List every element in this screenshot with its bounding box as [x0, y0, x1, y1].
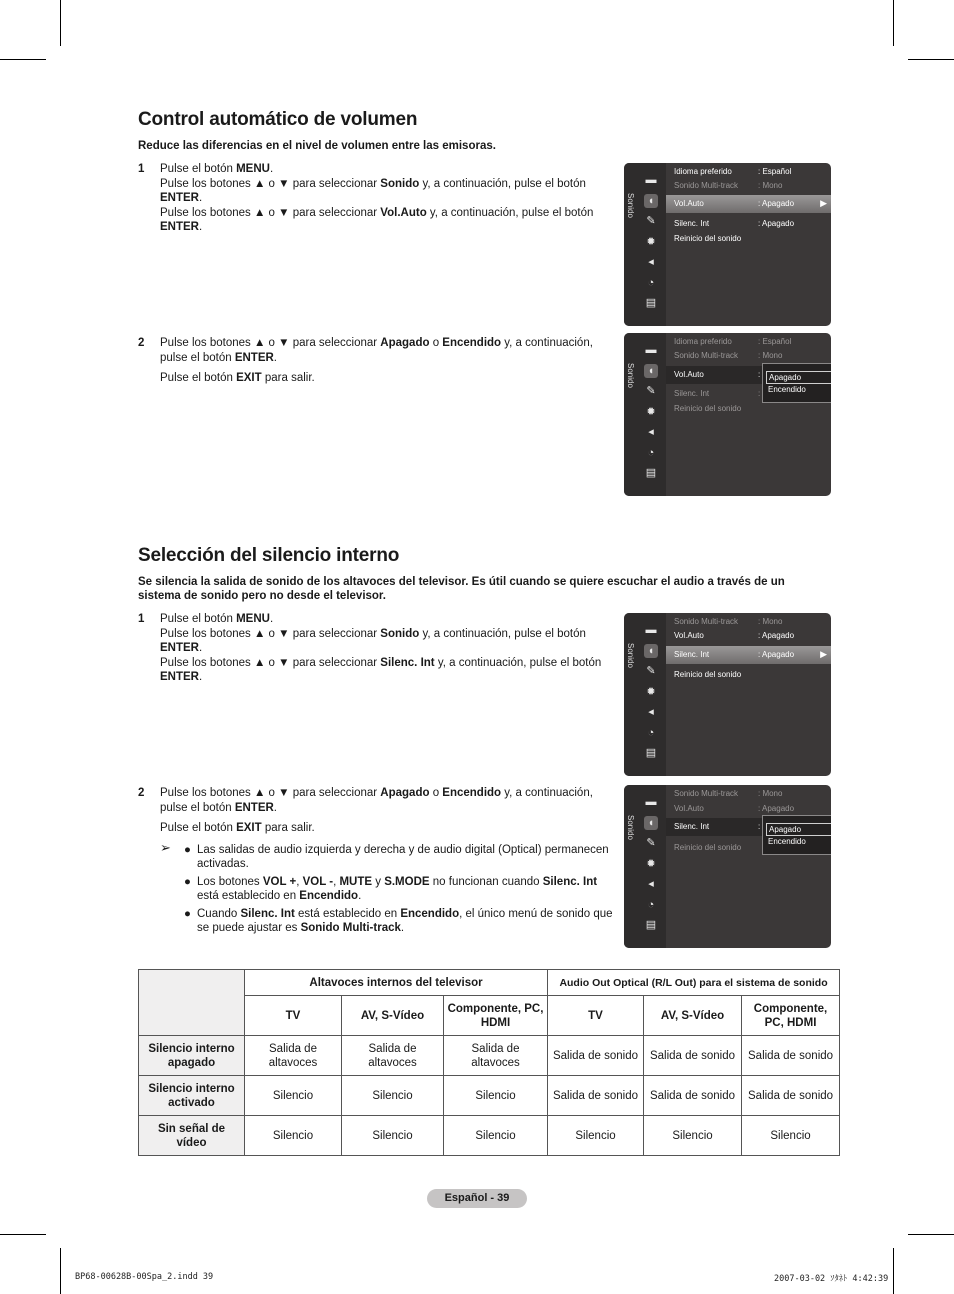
row-header: Silencio interno activado [139, 1076, 245, 1116]
support-icon[interactable]: ▤ [645, 467, 657, 479]
arrow-right-icon: ▶ [820, 649, 827, 659]
section1-title: Control automático de volumen [138, 109, 418, 130]
column-header: Componente, PC, HDMI [444, 996, 548, 1036]
arrow-right-icon: ▶ [820, 198, 827, 208]
picture-icon[interactable]: ▬ [645, 796, 657, 808]
table-row [139, 1076, 840, 1116]
channel-icon[interactable]: ✎ [646, 837, 656, 849]
sound-icon[interactable]: ◖ [644, 194, 658, 208]
picture-icon[interactable]: ▬ [645, 174, 657, 186]
print-info-right: 2007-03-02 ｿﾀﾈﾄ 4:42:39 [774, 1274, 889, 1284]
menu-row-vol-auto[interactable]: Vol.Auto : Apagado [674, 631, 795, 640]
table-corner [139, 970, 245, 1036]
output-behaviour-table [138, 969, 840, 1156]
option-on[interactable]: Encendido [768, 837, 806, 846]
input-icon[interactable]: ◂ [648, 706, 654, 718]
table-cell: Silencio [742, 1116, 840, 1156]
section1-intro: Reduce las diferencias en el nivel de volumen entre las emisoras. [138, 140, 496, 152]
section2-step2: 2 Pulse los botones ▲ o ▼ para seleccionar Apagado o Encendido y, a continuación, pulse el botón ENTER. Pulse el botón EXIT para salir. [138, 787, 593, 834]
support-icon[interactable]: ▤ [645, 297, 657, 309]
table-cell: Salida de sonido [644, 1036, 742, 1076]
input-icon[interactable]: ◂ [648, 256, 654, 268]
step-number: 2 [138, 337, 145, 349]
table-cell: Salida de altavoces [245, 1036, 342, 1076]
section1-step2: 2 Pulse los botones ▲ o ▼ para seleccionar Apagado o Encendido y, a continuación, pulse el botón ENTER. Pulse el botón EXIT para salir. [138, 337, 593, 384]
sound-icon[interactable]: ◖ [644, 816, 658, 830]
row-header: Silencio interno apagado [139, 1036, 245, 1076]
step-number: 2 [138, 787, 145, 799]
column-header: TV [245, 996, 342, 1036]
table-cell: Salida de altavoces [444, 1036, 548, 1076]
section1-step1: 1 Pulse el botón MENU. Pulse los botones ▲ o ▼ para seleccionar Sonido y, a continuación, pulse el botón ENTER. Pulse los botones ▲ o ▼ para seleccionar Vol.Auto y, a continuación, pulse el botón ENTER. [138, 163, 594, 233]
menu-row-multitrack[interactable]: Sonido Multi-track : Mono [674, 789, 783, 798]
menu-row-sound-reset[interactable]: Reinicio del sonido [674, 234, 742, 243]
option-off[interactable]: Apagado [766, 371, 831, 384]
application-icon[interactable]: ◔ [647, 276, 655, 289]
row-header: Sin señal de vídeo [139, 1116, 245, 1156]
table-cell: Silencio [342, 1076, 444, 1116]
note-arrow-icon: ➢ [160, 840, 171, 855]
column-header: AV, S-Vídeo [644, 996, 742, 1036]
input-icon[interactable]: ◂ [648, 878, 654, 890]
table-cell: Silencio [548, 1116, 644, 1156]
setup-icon[interactable]: ✹ [646, 857, 656, 870]
setup-icon[interactable]: ✹ [646, 405, 656, 418]
table-cell: Salida de sonido [742, 1036, 840, 1076]
osd-screen-vol-auto-options [624, 333, 831, 496]
option-popup [762, 363, 831, 403]
page-number-badge: Español - 39 [427, 1189, 527, 1208]
menu-row-multitrack[interactable]: Sonido Multi-track : Mono [674, 617, 783, 626]
table-cell: Salida de altavoces [342, 1036, 444, 1076]
application-icon[interactable]: ◔ [647, 726, 655, 739]
application-icon[interactable]: ◔ [647, 898, 655, 911]
support-icon[interactable]: ▤ [645, 919, 657, 931]
menu-row-sound-reset[interactable]: Reinicio del sonido [674, 404, 742, 413]
osd-screen-internal-mute-options [624, 785, 831, 948]
osd-screen-vol-auto [624, 163, 831, 326]
menu-row-vol-auto[interactable]: Vol.Auto : [666, 366, 831, 384]
menu-name-label: Sonido [626, 643, 635, 668]
menu-name-label: Sonido [626, 815, 635, 840]
group-header-optical-out: Audio Out Optical (R/L Out) para el sistema de sonido [548, 970, 840, 996]
support-icon[interactable]: ▤ [645, 747, 657, 759]
channel-icon[interactable]: ✎ [646, 665, 656, 677]
option-on[interactable]: Encendido [768, 385, 806, 394]
step-number: 1 [138, 163, 145, 175]
table-cell: Silencio [342, 1116, 444, 1156]
menu-row-multitrack[interactable]: Sonido Multi-track : Mono [674, 351, 783, 360]
menu-row-internal-mute[interactable]: Silenc. Int : Apagado ▶ [666, 646, 831, 664]
picture-icon[interactable]: ▬ [645, 344, 657, 356]
table-cell: Salida de sonido [742, 1076, 840, 1116]
notes-block [138, 840, 616, 939]
input-icon[interactable]: ◂ [648, 426, 654, 438]
table-cell: Salida de sonido [548, 1036, 644, 1076]
menu-row-sound-reset[interactable]: Reinicio del sonido [674, 843, 742, 852]
setup-icon[interactable]: ✹ [646, 685, 656, 698]
section2-intro: Se silencia la salida de sonido de los altavoces del televisor. Es útil cuando se quiere escuchar el audio a través de un sistema de sonido pero no desde el televisor. [138, 576, 785, 602]
channel-icon[interactable]: ✎ [646, 385, 656, 397]
section2-step1: 1 Pulse el botón MENU. Pulse los botones ▲ o ▼ para seleccionar Sonido y, a continuación, pulse el botón ENTER. Pulse los botones ▲ o ▼ para seleccionar Silenc. Int y, a continuación, pulse el botón ENTER. [138, 613, 602, 683]
setup-icon[interactable]: ✹ [646, 235, 656, 248]
column-header: TV [548, 996, 644, 1036]
menu-row-sound-reset[interactable]: Reinicio del sonido [674, 670, 742, 679]
menu-row-internal-mute[interactable]: Silenc. Int : [674, 389, 761, 398]
osd-screen-internal-mute [624, 613, 831, 776]
note-item: ● Las salidas de audio izquierda y derecha y de audio digital (Optical) permanecen activadas. [184, 844, 609, 870]
option-off[interactable]: Apagado [766, 823, 831, 836]
option-popup [762, 815, 831, 855]
menu-name-label: Sonido [626, 363, 635, 388]
sound-icon[interactable]: ◖ [644, 364, 658, 378]
menu-row-multitrack[interactable]: Sonido Multi-track : Mono [674, 181, 783, 190]
picture-icon[interactable]: ▬ [645, 624, 657, 636]
menu-row-internal-mute[interactable]: Silenc. Int : Apagado [674, 219, 795, 228]
table-cell: Silencio [444, 1116, 548, 1156]
table-cell: Silencio [245, 1116, 342, 1156]
group-header-tv-speakers: Altavoces internos del televisor [245, 970, 548, 996]
table-cell: Silencio [245, 1076, 342, 1116]
table-cell: Silencio [644, 1116, 742, 1156]
menu-name-label: Sonido [626, 193, 635, 218]
application-icon[interactable]: ◔ [647, 446, 655, 459]
note-item: ● Los botones VOL +, VOL -, MUTE y S.MODE no funcionan cuando Silenc. Int está establecido en Encendido. [184, 876, 598, 902]
menu-row-vol-auto[interactable]: Vol.Auto : Apagado [674, 804, 795, 813]
section2-title: Selección del silencio interno [138, 545, 400, 566]
print-info-left: BP68-00628B-00Spa_2.indd 39 [75, 1272, 214, 1282]
column-header: AV, S-Vídeo [342, 996, 444, 1036]
channel-icon[interactable]: ✎ [646, 215, 656, 227]
column-header: Componente, PC, HDMI [742, 996, 840, 1036]
menu-row-vol-auto[interactable]: Vol.Auto : Apagado ▶ [666, 195, 831, 213]
step-number: 1 [138, 613, 145, 625]
table-row [139, 1116, 840, 1156]
menu-row-language[interactable]: Idioma preferido : Español [674, 167, 792, 176]
menu-row-language[interactable]: Idioma preferido : Español [674, 337, 792, 346]
table-cell: Salida de sonido [644, 1076, 742, 1116]
menu-row-internal-mute[interactable]: Silenc. Int : [666, 818, 831, 836]
table-row [139, 1036, 840, 1076]
table-cell: Salida de sonido [548, 1076, 644, 1116]
table-cell: Silencio [444, 1076, 548, 1116]
note-item: ● Cuando Silenc. Int está establecido en Encendido, el único menú de sonido que se puede ajustar es Sonido Multi-track. [184, 908, 613, 934]
sound-icon[interactable]: ◖ [644, 644, 658, 658]
